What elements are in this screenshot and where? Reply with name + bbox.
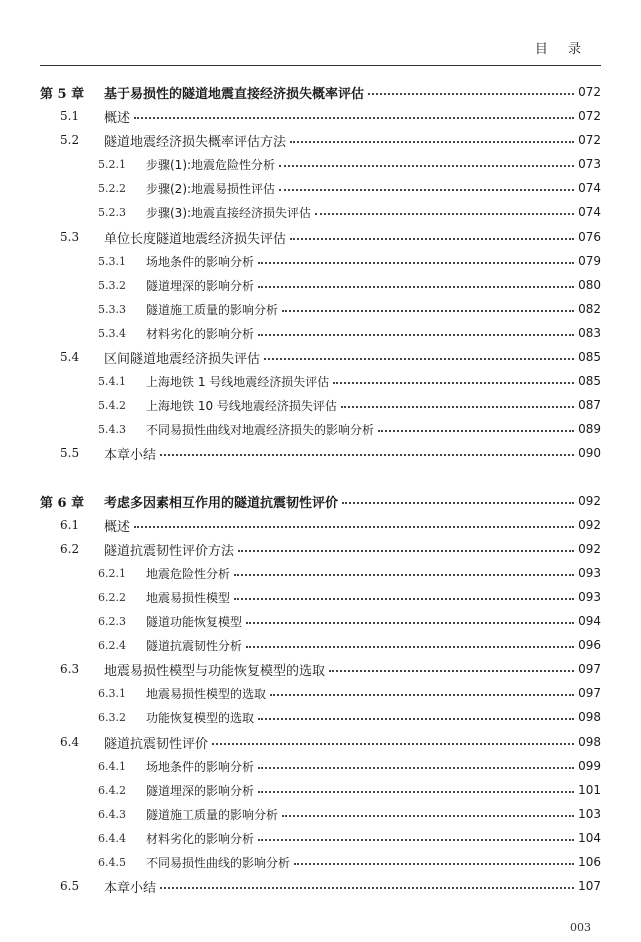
- toc-entry-sub[interactable]: [40, 706, 601, 728]
- toc-entry-page: 107: [578, 879, 601, 893]
- toc-entry-title: 上海地铁 10 号线地震经济损失评估: [146, 398, 337, 413]
- toc-entry-page: 092: [578, 494, 601, 508]
- page-number: 003: [570, 921, 591, 934]
- toc-entry-number: 6.4.1: [98, 759, 126, 773]
- toc-entry-number: 6.2.2: [98, 590, 126, 604]
- toc-entry-page: 097: [578, 686, 601, 700]
- toc-entry-title: 步骤(1):地震危险性分析: [146, 157, 276, 172]
- dot-leader: [234, 598, 574, 600]
- toc-entry-sub[interactable]: [40, 250, 601, 272]
- toc-entry-page: 089: [578, 422, 601, 436]
- toc-entry-sub[interactable]: [40, 779, 601, 801]
- toc-entry-page: 074: [578, 205, 601, 219]
- toc-entry-sub[interactable]: [40, 610, 601, 632]
- toc-entry-page: 098: [578, 735, 601, 749]
- toc-entry-page: 092: [578, 542, 601, 556]
- toc-entry-page: 092: [578, 518, 601, 532]
- toc-entry-number: 5.2.1: [98, 157, 126, 171]
- dot-leader: [234, 574, 574, 576]
- dot-leader: [264, 358, 574, 360]
- dot-leader: [258, 767, 574, 769]
- dot-leader: [258, 791, 574, 793]
- toc-entry-title: 隧道埋深的影响分析: [146, 278, 255, 293]
- dot-leader: [378, 430, 574, 432]
- toc-entry-title: 隧道功能恢复模型: [146, 614, 243, 629]
- toc-entry-section[interactable]: [40, 514, 601, 536]
- toc-entry-page: 101: [578, 783, 601, 797]
- toc-entry-page: 097: [578, 662, 601, 676]
- dot-leader: [134, 117, 574, 119]
- dot-leader: [333, 382, 574, 384]
- toc-entry-number: 6.3: [60, 662, 80, 676]
- toc-entry-section[interactable]: [40, 538, 601, 560]
- toc-entry-page: 096: [578, 638, 601, 652]
- toc-entry-number: 5.3: [60, 230, 80, 244]
- toc-entry-page: 093: [578, 590, 601, 604]
- toc-entry-section[interactable]: [40, 875, 601, 897]
- toc-entry-section[interactable]: [40, 658, 601, 680]
- toc-entry-number: 第 5 章: [40, 86, 85, 102]
- toc-entry-sub[interactable]: [40, 851, 601, 873]
- toc-entry-number: 5.3.3: [98, 302, 126, 316]
- dot-leader: [258, 839, 574, 841]
- dot-leader: [258, 334, 574, 336]
- toc-entry-page: 099: [578, 759, 601, 773]
- toc-entry-title: 隧道抗震韧性分析: [146, 638, 243, 653]
- toc-entry-title: 概述: [104, 519, 131, 535]
- dot-leader: [258, 286, 574, 288]
- toc-entry-number: 6.2.1: [98, 566, 126, 580]
- toc-entry-page: 080: [578, 278, 601, 292]
- toc-entry-chapter[interactable]: [40, 490, 601, 512]
- dot-leader: [160, 887, 574, 889]
- toc-entry-number: 5.4.1: [98, 374, 126, 388]
- toc-entry-number: 6.5: [60, 879, 80, 893]
- toc-entry-section[interactable]: [40, 226, 601, 248]
- toc-entry-title: 区间隧道地震经济损失评估: [104, 351, 261, 367]
- toc-entry-section[interactable]: [40, 129, 601, 151]
- toc-entry-section[interactable]: [40, 731, 601, 753]
- toc-entry-title: 隧道抗震韧性评价: [104, 736, 209, 752]
- toc-entry-sub[interactable]: [40, 418, 601, 440]
- toc-entry-title: 隧道抗震韧性评价方法: [104, 543, 235, 559]
- dot-leader: [279, 165, 574, 167]
- toc-entry-number: 6.1: [60, 518, 80, 532]
- dot-leader: [368, 93, 574, 95]
- toc-entry-number: 6.3.2: [98, 710, 126, 724]
- toc-entry-title: 基于易损性的隧道地震直接经济损失概率评估: [104, 86, 365, 102]
- toc-entry-title: 隧道施工质量的影响分析: [146, 302, 279, 317]
- toc-entry-title: 隧道施工质量的影响分析: [146, 807, 279, 822]
- toc-entry-sub[interactable]: [40, 370, 601, 392]
- toc-entry-number: 第 6 章: [40, 495, 85, 511]
- dot-leader: [238, 550, 574, 552]
- toc-entry-sub[interactable]: [40, 586, 601, 608]
- toc-entry-title: 不同易损性曲线的影响分析: [146, 855, 291, 870]
- dot-leader: [212, 743, 574, 745]
- dot-leader: [290, 141, 574, 143]
- dot-leader: [294, 863, 574, 865]
- toc-entry-sub[interactable]: [40, 298, 601, 320]
- toc-entry-page: 103: [578, 807, 601, 821]
- toc-entry-page: 094: [578, 614, 601, 628]
- toc-entry-sub[interactable]: [40, 562, 601, 584]
- toc-entry-sub[interactable]: [40, 153, 601, 175]
- toc-entry-page: 072: [578, 133, 601, 147]
- toc-entry-sub[interactable]: [40, 803, 601, 825]
- toc-entry-sub[interactable]: [40, 177, 601, 199]
- dot-leader: [279, 189, 574, 191]
- toc-entry-section[interactable]: [40, 346, 601, 368]
- toc-entry-number: 5.5: [60, 446, 80, 460]
- toc-entry-title: 材料劣化的影响分析: [146, 326, 255, 341]
- toc-entry-number: 5.4: [60, 350, 80, 364]
- toc-entry-page: 085: [578, 350, 601, 364]
- toc-entry-page: 098: [578, 710, 601, 724]
- toc-entry-page: 072: [578, 85, 601, 99]
- toc-entry-title: 本章小结: [104, 447, 157, 463]
- dot-leader: [290, 238, 574, 240]
- dot-leader: [315, 213, 574, 215]
- toc-entry-page: 090: [578, 446, 601, 460]
- toc-entry-sub[interactable]: [40, 682, 601, 704]
- dot-leader: [282, 310, 574, 312]
- toc-entry-page: 076: [578, 230, 601, 244]
- toc-entry-number: 6.4.3: [98, 807, 126, 821]
- toc-entry-sub[interactable]: [40, 755, 601, 777]
- toc-entry-number: 5.3.1: [98, 254, 126, 268]
- dot-leader: [246, 646, 574, 648]
- toc-entry-title: 地震易损性模型的选取: [146, 686, 267, 701]
- toc-entry-title: 场地条件的影响分析: [146, 254, 255, 269]
- dot-leader: [341, 406, 574, 408]
- toc-entry-title: 步骤(3):地震直接经济损失评估: [146, 205, 312, 220]
- toc-entry-number: 6.4.5: [98, 855, 126, 869]
- toc-entry-sub[interactable]: [40, 394, 601, 416]
- dot-leader: [246, 622, 574, 624]
- toc-entry-title: 本章小结: [104, 880, 157, 896]
- toc-entry-page: 074: [578, 181, 601, 195]
- toc-entry-number: 6.2: [60, 542, 80, 556]
- toc-entry-page: 104: [578, 831, 601, 845]
- toc-entry-number: 6.3.1: [98, 686, 126, 700]
- dot-leader: [134, 526, 574, 528]
- toc-entry-title: 隧道埋深的影响分析: [146, 783, 255, 798]
- toc-entry-page: 106: [578, 855, 601, 869]
- toc-entry-number: 6.4.2: [98, 783, 126, 797]
- toc-entry-page: 083: [578, 326, 601, 340]
- toc-entry-number: 6.4: [60, 735, 80, 749]
- toc-entry-page: 079: [578, 254, 601, 268]
- toc-entry-title: 单位长度隧道地震经济损失评估: [104, 231, 287, 247]
- header-rule: [40, 65, 601, 66]
- dot-leader: [342, 502, 574, 504]
- toc-entry-number: 6.4.4: [98, 831, 126, 845]
- toc-entry-sub[interactable]: [40, 322, 601, 344]
- toc-entry-title: 概述: [104, 110, 131, 126]
- toc-entry-title: 地震易损性模型: [146, 590, 231, 605]
- toc-entry-page: 085: [578, 374, 601, 388]
- page-header-title: 目 录: [534, 42, 589, 57]
- toc-entry-title: 地震危险性分析: [146, 566, 231, 581]
- toc-entry-number: 5.3.2: [98, 278, 126, 292]
- dot-leader: [329, 670, 574, 672]
- toc-entry-page: 087: [578, 398, 601, 412]
- toc-entry-number: 5.1: [60, 109, 80, 123]
- toc-entry-sub[interactable]: [40, 634, 601, 656]
- toc-entry-number: 5.4.3: [98, 422, 126, 436]
- toc-entry-number: 5.2.2: [98, 181, 126, 195]
- dot-leader: [160, 454, 574, 456]
- toc-entry-title: 步骤(2):地震易损性评估: [146, 181, 276, 196]
- toc-entry-title: 功能恢复模型的选取: [146, 710, 255, 725]
- dot-leader: [282, 815, 574, 817]
- toc-entry-title: 考虑多因素相互作用的隧道抗震韧性评价: [104, 495, 339, 511]
- toc-entry-number: 6.2.3: [98, 614, 126, 628]
- toc-entry-title: 隧道地震经济损失概率评估方法: [104, 134, 287, 150]
- toc-entry-title: 地震易损性模型与功能恢复模型的选取: [104, 663, 326, 679]
- toc-entry-sub[interactable]: [40, 274, 601, 296]
- toc-entry-number: 5.2.3: [98, 205, 126, 219]
- toc-entry-page: 093: [578, 566, 601, 580]
- toc-entry-sub[interactable]: [40, 201, 601, 223]
- toc-entry-title: 上海地铁 1 号线地震经济损失评估: [146, 374, 330, 389]
- toc-entry-number: 5.4.2: [98, 398, 126, 412]
- toc-entry-number: 5.3.4: [98, 326, 126, 340]
- toc-entry-section[interactable]: [40, 442, 601, 464]
- toc-entry-title: 场地条件的影响分析: [146, 759, 255, 774]
- dot-leader: [258, 718, 574, 720]
- toc-entry-page: 073: [578, 157, 601, 171]
- toc-entry-sub[interactable]: [40, 827, 601, 849]
- toc-entry-section[interactable]: [40, 105, 601, 127]
- toc-entry-page: 072: [578, 109, 601, 123]
- dot-leader: [258, 262, 574, 264]
- toc-entry-chapter[interactable]: [40, 81, 601, 103]
- toc-entry-number: 6.2.4: [98, 638, 126, 652]
- toc-entry-number: 5.2: [60, 133, 80, 147]
- toc-entry-title: 不同易损性曲线对地震经济损失的影响分析: [146, 422, 375, 437]
- dot-leader: [270, 694, 574, 696]
- toc-entry-title: 材料劣化的影响分析: [146, 831, 255, 846]
- toc-entry-page: 082: [578, 302, 601, 316]
